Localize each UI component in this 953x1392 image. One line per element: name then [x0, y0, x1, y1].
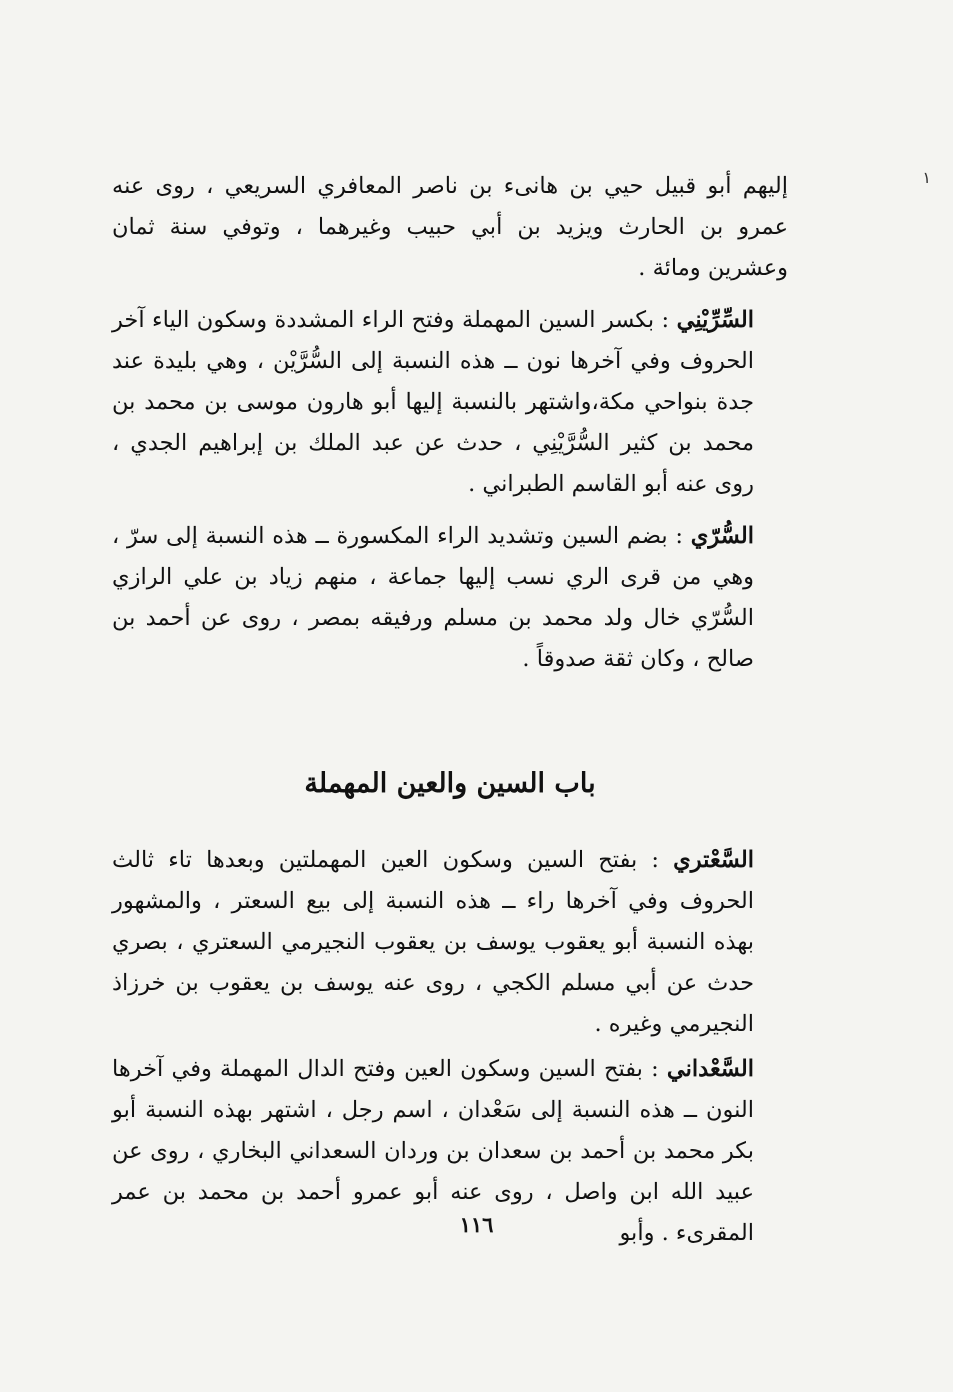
entry-term: السِّرِّيْنِي — [676, 307, 754, 333]
margin-mark: ١ — [922, 168, 931, 187]
entry-term: السُّرّي — [690, 523, 754, 549]
section-heading: باب السين والعين المهملة — [304, 768, 596, 799]
entry-term: السَّعْتري — [673, 847, 754, 873]
page-number: ١١٦ — [459, 1212, 494, 1237]
text-section-1 — [112, 166, 788, 691]
paragraph — [112, 300, 788, 505]
paragraph — [112, 516, 788, 680]
entry-text: : بفتح السين وسكون العين المهملتين وبعدها تاء ثالث الحروف وفي آخرها راء ــ هذه النسبة إلى بيع السعتر ، والمشهور بهذه النسبة أبو يعقوب يوسف بن يعقوب النجيرمي السعتري ، بصري حدث عن أبي مسلم الكجي ، روى عنه يوسف بن يعقوب بن خرزاذ النجيرمي وغيره . — [112, 847, 754, 1037]
entry-text: : بفتح السين وسكون العين وفتح الدال المهملة وفي آخرها النون ــ هذه النسبة إلى سَعْدان ، اسم رجل ، اشتهر بهذه النسبة أبو بكر محمد بن أحمد بن سعدان بن وردان السعداني البخاري ، روى عن عبيد الله ابن واصل ، روى عنه أبو عمرو أحمد بن محمد بن عمر المقرىء . وأبو — [112, 1056, 754, 1246]
text-section-2 — [112, 840, 788, 1265]
entry-term: السَّعْداني — [666, 1056, 754, 1082]
paragraph — [112, 166, 788, 289]
entry-text: : بضم السين وتشديد الراء المكسورة ــ هذه النسبة إلى سرّ ، وهي من قرى الري نسب إليها جماعة ، منهم زياد بن علي الرازي السُّرّي خال ولد محمد بن مسلم ورفيقه بمصر ، روى عن أحمد بن صالح ، وكان ثقة صدوقاً . — [112, 523, 754, 672]
entry-text: إليهم أبو قبيل حيي بن هانىء بن ناصر المعافري السريعي ، روى عنه عمرو بن الحارث ويزيد بن أبي حبيب وغيرهما ، وتوفي سنة ثمان وعشرين ومائة . — [112, 173, 788, 281]
paragraph — [112, 840, 788, 1045]
entry-text: : بكسر السين المهملة وفتح الراء المشددة وسكون الياء آخر الحروف وفي آخرها نون ــ هذه النسبة إلى السُّرَّيْن ، وهي بليدة عند جدة بنواحي مكة،واشتهر بالنسبة إليها أبو هارون موسى بن محمد بن محمد بن كثير السُّرَّيْنِي ، حدث عن عبد الملك بن إبراهيم الجدي ، روى عنه أبو القاسم الطبراني . — [112, 307, 754, 497]
